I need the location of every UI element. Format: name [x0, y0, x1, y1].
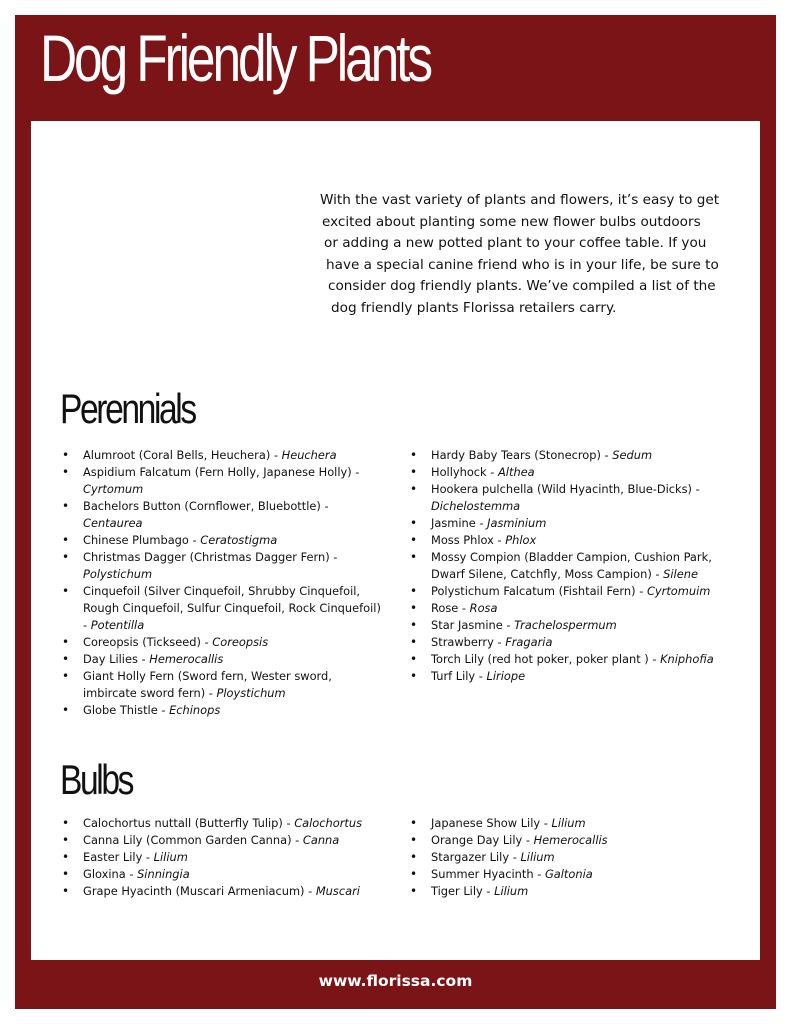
plant-list-item [62, 549, 382, 583]
plant-list-item [62, 832, 392, 849]
plant-list-item [410, 617, 740, 634]
plant-common-name: Strawberry - [431, 635, 506, 649]
perennials-list-right [410, 447, 740, 685]
plant-latin-name: Ceratostigma [200, 533, 278, 547]
plant-latin-name: Jasminium [487, 516, 547, 530]
plant-list-item [62, 583, 382, 634]
plant-common-name: Calochortus nuttall (Butterfly Tulip) - [83, 816, 295, 830]
plant-latin-name: Muscari [315, 884, 360, 898]
plant-list-item [410, 447, 740, 464]
plant-latin-name: Althea [498, 465, 535, 479]
plant-latin-name: Sinningia [137, 867, 190, 881]
intro-line: consider dog friendly plants. We’ve compiled a list of the [328, 278, 716, 294]
plant-latin-name: Lilium [494, 884, 529, 898]
plant-common-name: Day Lilies - [83, 652, 150, 666]
plant-latin-name: Rosa [469, 601, 498, 615]
plant-list-item [410, 668, 740, 685]
plant-list-item [410, 634, 740, 651]
plant-latin-name: Polystichum [83, 567, 153, 581]
plant-list-item [62, 702, 382, 719]
plant-list-item [410, 481, 740, 515]
perennials-heading: Perennials [60, 385, 195, 432]
plant-common-name: Mossy Compion (Bladder Campion, Cushion Park, Dwarf Silene, Catchfly, Moss Campion) - [431, 550, 712, 581]
intro-line: dog friendly plants Florissa retailers carry. [331, 299, 617, 316]
plant-latin-name: Cyrtomuim [646, 584, 711, 598]
plant-latin-name: Potentilla [90, 618, 145, 632]
plant-latin-name: Phlox [505, 533, 537, 547]
intro-line: excited about planting some new flower bulbs outdoors [322, 213, 701, 230]
plant-common-name: Coreopsis (Tickseed) - [83, 635, 213, 649]
plant-common-name: Canna Lily (Common Garden Canna) - [83, 833, 303, 847]
bulbs-list-right [410, 815, 740, 900]
plant-common-name: Torch Lily (red hot poker, poker plant ) - [431, 652, 661, 666]
content-panel [31, 121, 760, 960]
plant-latin-name: Calochortus [294, 816, 363, 830]
bulbs-heading: Bulbs [60, 756, 133, 803]
plant-common-name: Hollyhock - [431, 465, 499, 479]
plant-latin-name: Centaurea [83, 516, 143, 530]
plant-latin-name: Liriope [486, 669, 526, 683]
plant-latin-name: Lilium [153, 850, 188, 864]
plant-list-item [410, 600, 740, 617]
plant-common-name: Cinquefoil (Silver Cinquefoil, Shrubby Cinquefoil, Rough Cinquefoil, Sulfur Cinquefoil, Rock Cinquefoil) - [83, 584, 381, 632]
plant-common-name: Gloxina - [83, 867, 138, 881]
plant-list-item [410, 815, 740, 832]
plant-latin-name: Hemerocallis [533, 833, 608, 847]
plant-latin-name: Hemerocallis [149, 652, 224, 666]
plant-list-item [62, 815, 392, 832]
plant-latin-name: Cyrtomum [83, 482, 144, 496]
plant-list-item [62, 651, 382, 668]
plant-common-name: Turf Lily - [431, 669, 487, 683]
plant-common-name: Rose - [431, 601, 470, 615]
plant-common-name: Stargazer Lily - [431, 850, 521, 864]
plant-common-name: Aspidium Falcatum (Fern Holly, Japanese Holly) - [83, 465, 360, 479]
plant-list-item [410, 883, 740, 900]
plant-common-name: Japanese Show Lily - [431, 816, 552, 830]
intro-line: have a special canine friend who is in your life, be sure to [326, 256, 719, 273]
plant-latin-name: Canna [302, 833, 340, 847]
plant-common-name: Chinese Plumbago - [83, 533, 201, 547]
plant-common-name: Christmas Dagger (Christmas Dagger Fern) - [83, 550, 338, 564]
plant-common-name: Tiger Lily - [431, 884, 495, 898]
plant-latin-name: Galtonia [544, 867, 593, 881]
intro-paragraph [320, 190, 740, 319]
plant-latin-name: Echinops [169, 703, 221, 717]
plant-latin-name: Coreopsis [212, 635, 269, 649]
plant-common-name: Orange Day Lily - [431, 833, 534, 847]
plant-latin-name: Trachelospermum [514, 618, 617, 632]
plant-list-item [410, 866, 740, 883]
plant-common-name: Summer Hyacinth - [431, 867, 545, 881]
plant-list-item [62, 883, 392, 900]
plant-list-item [62, 668, 382, 702]
plant-common-name: Easter Lily - [83, 850, 154, 864]
plant-common-name: Moss Phlox - [431, 533, 506, 547]
plant-latin-name: Fragaria [505, 635, 553, 649]
plant-latin-name: Heuchera [281, 448, 337, 462]
plant-list-item [410, 532, 740, 549]
intro-line: With the vast variety of plants and flowers, it’s easy to get [320, 192, 720, 208]
plant-common-name: Globe Thistle - [83, 703, 170, 717]
plant-common-name: Alumroot (Coral Bells, Heuchera) - [83, 448, 282, 462]
plant-list-item [62, 498, 382, 532]
plant-list-item [62, 447, 382, 464]
plant-latin-name: Lilium [520, 850, 555, 864]
plant-common-name: Bachelors Button (Cornflower, Bluebottle) - [83, 499, 329, 513]
perennials-list-left [62, 447, 382, 719]
plant-list-item [62, 866, 392, 883]
plant-latin-name: Dichelostemma [431, 499, 521, 513]
plant-latin-name: Sedum [612, 448, 653, 462]
footer-website[interactable]: www.florissa.com [318, 972, 473, 990]
plant-list-item [410, 651, 740, 668]
plant-latin-name: Lilium [551, 816, 586, 830]
plant-list-item [62, 532, 382, 549]
plant-list-item [62, 849, 392, 866]
plant-list-item [62, 634, 382, 651]
plant-list-item [410, 849, 740, 866]
intro-line: or adding a new potted plant to your coffee table. If you [324, 235, 707, 251]
plant-common-name: Polystichum Falcatum (Fishtail Fern) - [431, 584, 647, 598]
plant-common-name: Star Jasmine - [431, 618, 515, 632]
plant-common-name: Giant Holly Fern (Sword fern, Wester sword, imbircate sword fern) - [83, 669, 332, 700]
plant-list-item [62, 464, 382, 498]
page-title: Dog Friendly Plants [40, 21, 430, 95]
plant-common-name: Hookera pulchella (Wild Hyacinth, Blue-Dicks) - [431, 482, 700, 496]
plant-list-item [410, 515, 740, 532]
plant-list-item [410, 832, 740, 849]
plant-common-name: Hardy Baby Tears (Stonecrop) - [431, 448, 613, 462]
plant-list-item [410, 464, 740, 481]
plant-common-name: Grape Hyacinth (Muscari Armeniacum) - [83, 884, 316, 898]
plant-list-item [410, 549, 740, 583]
plant-common-name: Jasmine - [431, 516, 488, 530]
bulbs-list-left [62, 815, 392, 900]
plant-list-item [410, 583, 740, 600]
plant-latin-name: Silene [663, 567, 698, 581]
plant-latin-name: Kniphofia [660, 652, 714, 666]
plant-latin-name: Ploystichum [216, 686, 286, 700]
